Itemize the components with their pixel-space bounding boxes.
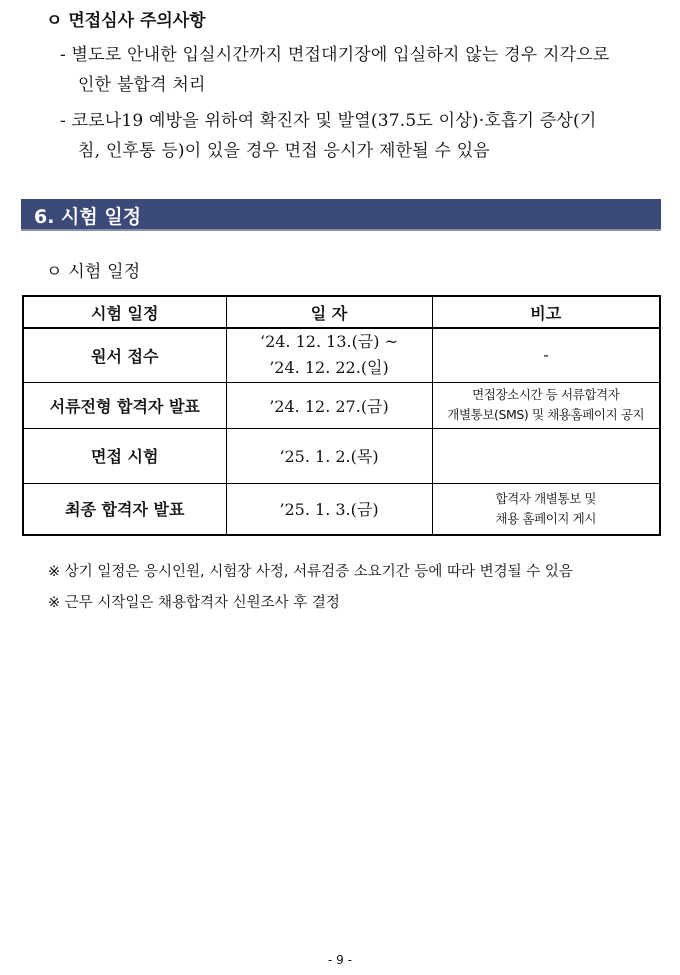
date-cell [226,382,432,428]
section-title: 6. 시험 일정 [34,206,142,228]
table-row [23,483,660,535]
date-line: ’24. 12. 27.(금) [269,396,389,416]
date-cell [226,328,432,382]
date-line: ’25. 1. 3.(금) [279,500,379,520]
section-subtitle: ㅇ 시험 일정 [46,262,141,282]
stage-cell: 면접 시험 [23,428,226,483]
note-1-line-2: 인한 불합격 처리 [78,75,206,95]
note-2-line-2: 침, 인후통 등)이 있을 경우 면접 응시가 제한될 수 있음 [78,141,490,161]
date-line: ’24. 12. 22.(일) [269,358,389,378]
date-line: ‘24. 12. 13.(금) ~ [259,332,399,352]
footnote-start-date: ※ 근무 시작일은 채용합격자 신원조사 후 결정 [48,595,340,611]
note-cell [432,328,660,382]
footnote-schedule-change: ※ 상기 일정은 응시인원, 시험장 사정, 서류검증 소요기간 등에 따라 변경될 수 있음 [48,564,573,580]
note-cell [432,428,660,483]
page-number: - 9 - [328,953,352,967]
note-cell [432,483,660,535]
note-line: 합격자 개별통보 및 [495,490,597,506]
stage-cell: 서류전형 합격자 발표 [23,382,226,428]
note-2-line-1: - 코로나19 예방을 위하여 확진자 및 발열(37.5도 이상)·호흡기 증상(기 [60,111,597,131]
stage-cell: 최종 합격자 발표 [23,483,226,535]
note-1-line-1: - 별도로 안내한 입실시간까지 면접대기장에 입실하지 않는 경우 지각으로 [60,45,610,65]
header-note: 비고 [432,296,660,328]
header-stage: 시험 일정 [23,296,226,328]
note-line: 채용 홈페이지 게시 [495,510,597,526]
table-row [23,328,660,382]
note-line: 면접장소시간 등 서류합격자 [472,387,620,402]
date-line: ‘25. 1. 2.(목) [279,447,379,466]
table-header-row [23,296,660,328]
section-header-bar [21,199,661,231]
interview-notes-title: ㅇ 면접심사 주의사항 [46,11,206,31]
table-row [23,382,660,428]
schedule-table [22,295,661,536]
date-cell [226,483,432,535]
stage-cell: 원서 접수 [23,328,226,382]
table-row [23,428,660,483]
note-line: - [543,346,549,365]
date-cell [226,428,432,483]
header-date: 일 자 [226,296,432,328]
note-line: 개별통보(SMS) 및 채용홈페이지 공지 [447,407,645,422]
note-cell [432,382,660,428]
